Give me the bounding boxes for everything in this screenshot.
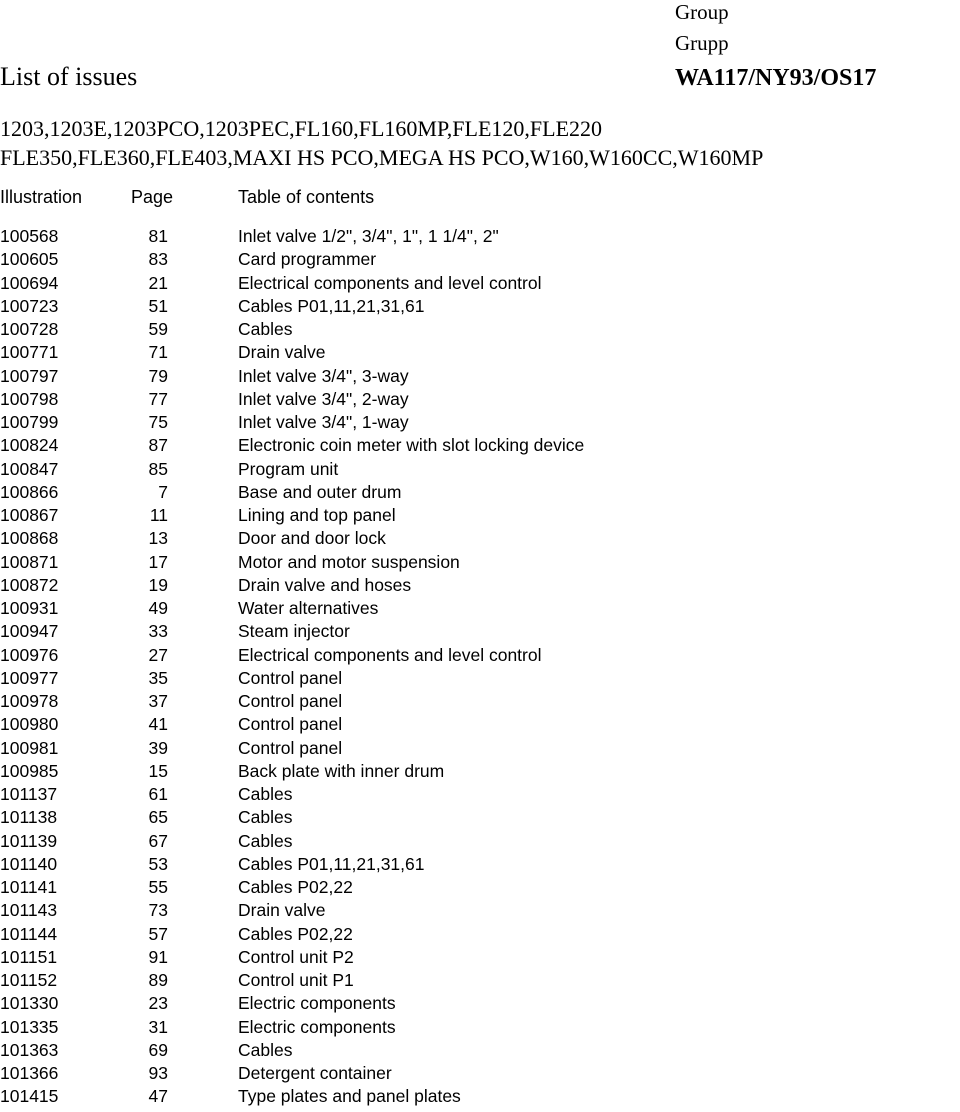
page-number: 53 (148, 853, 168, 874)
page-number: 79 (148, 365, 168, 386)
page-number: 93 (148, 1063, 168, 1083)
page-number: 77 (148, 388, 168, 409)
table-row (0, 272, 960, 295)
table-row (0, 597, 960, 620)
group-label: Group (675, 0, 729, 24)
contents-description: Inlet valve 1/2", 3/4", 1", 1 1/4", 2" (238, 226, 499, 246)
contents-description: Cables P01,11,21,31,61 (238, 295, 425, 316)
contents-description: Steam injector (238, 621, 350, 642)
table-row (0, 388, 960, 411)
table-row (0, 1062, 960, 1085)
illustration-number: 101139 (0, 830, 58, 851)
table-row (0, 969, 960, 992)
contents-description: Inlet valve 3/4", 3-way (238, 365, 409, 386)
contents-description: Back plate with inner drum (238, 760, 445, 781)
table-row (0, 225, 960, 248)
page-number: 17 (148, 551, 168, 572)
page-number: 19 (148, 574, 168, 595)
illustration-number: 101138 (0, 807, 58, 828)
contents-description: Electrical components and level control (238, 644, 542, 665)
contents-table (0, 225, 960, 1109)
illustration-number: 100931 (0, 598, 59, 618)
page-number: 65 (148, 807, 168, 828)
page-number: 71 (148, 342, 168, 363)
illustration-number: 101415 (0, 1086, 59, 1107)
contents-description: Cables (238, 807, 293, 828)
contents-description: Inlet valve 3/4", 1-way (238, 412, 409, 432)
table-row (0, 1039, 960, 1062)
illustration-number: 101141 (0, 877, 58, 897)
page-number: 89 (148, 970, 168, 990)
illustration-number: 100728 (0, 319, 59, 339)
contents-description: Control unit P1 (238, 970, 354, 990)
illustration-number: 100797 (0, 365, 59, 386)
table-row (0, 318, 960, 341)
page-number: 33 (148, 621, 168, 642)
contents-description: Detergent container (238, 1063, 392, 1083)
table-row (0, 760, 960, 783)
illustration-number: 101330 (0, 993, 59, 1014)
illustration-number: 100771 (0, 342, 59, 363)
illustration-number: 100867 (0, 505, 59, 525)
illustration-number: 101143 (0, 900, 58, 921)
illustration-number: 100868 (0, 528, 59, 549)
page-number: 23 (148, 993, 168, 1014)
page-number: 15 (148, 760, 168, 781)
illustration-number: 100847 (0, 458, 59, 479)
page-title: List of issues (0, 62, 138, 91)
table-row (0, 853, 960, 876)
page-number: 87 (148, 435, 168, 456)
page-number: 75 (148, 412, 168, 432)
model-list-line-1: 1203,1203E,1203PCO,1203PEC,FL160,FL160MP,FLE120,FLE220 (0, 116, 603, 141)
column-header-contents: Table of contents (238, 187, 375, 207)
contents-description: Water alternatives (238, 598, 379, 618)
page-number: 31 (148, 1016, 168, 1037)
page-number: 91 (148, 946, 168, 967)
page-number: 49 (148, 598, 168, 618)
contents-description: Base and outer drum (238, 481, 402, 502)
group-label-swedish: Grupp (675, 31, 729, 55)
table-row (0, 620, 960, 643)
page-number: 39 (148, 737, 168, 758)
illustration-number: 100824 (0, 435, 59, 456)
illustration-number: 100866 (0, 481, 59, 502)
table-row (0, 806, 960, 829)
contents-description: Electronic coin meter with slot locking device (238, 435, 585, 456)
illustration-number: 101151 (0, 946, 58, 967)
contents-description: Card programmer (238, 249, 377, 270)
column-header-illustration: Illustration (0, 187, 83, 207)
page-number: 11 (149, 505, 168, 525)
contents-description: Electrical components and level control (238, 272, 542, 293)
table-row (0, 341, 960, 364)
page-number: 21 (148, 272, 168, 293)
table-row (0, 434, 960, 457)
page-number: 59 (148, 319, 168, 339)
page-number: 47 (148, 1086, 168, 1107)
page-number: 35 (148, 667, 168, 688)
column-header-page: Page (131, 187, 174, 207)
illustration-number: 101363 (0, 1039, 59, 1060)
page-number: 57 (148, 923, 168, 944)
contents-description: Lining and top panel (238, 505, 396, 525)
page-number: 81 (148, 226, 168, 246)
contents-description: Cables P02,22 (238, 877, 353, 897)
table-row (0, 481, 960, 504)
page-number: 7 (158, 481, 168, 502)
table-row (0, 644, 960, 667)
table-row (0, 899, 960, 922)
page-number: 61 (148, 784, 168, 804)
table-row (0, 946, 960, 969)
page-number: 51 (148, 295, 168, 316)
illustration-number: 100980 (0, 714, 59, 735)
table-row (0, 458, 960, 481)
contents-description: Motor and motor suspension (238, 551, 460, 572)
table-row (0, 504, 960, 527)
table-row (0, 923, 960, 946)
illustration-number: 100977 (0, 667, 59, 688)
contents-description: Cables (238, 784, 293, 804)
contents-description: Drain valve and hoses (238, 574, 412, 595)
table-row (0, 690, 960, 713)
contents-description: Program unit (238, 458, 339, 479)
contents-description: Cables (238, 1039, 293, 1060)
table-row (0, 1085, 960, 1108)
illustration-number: 100694 (0, 272, 59, 293)
illustration-number: 100872 (0, 574, 59, 595)
illustration-number: 101335 (0, 1016, 59, 1037)
table-row (0, 1016, 960, 1039)
table-row (0, 667, 960, 690)
contents-description: Control panel (238, 737, 343, 758)
page-number: 27 (148, 644, 168, 665)
table-row (0, 527, 960, 550)
illustration-number: 100985 (0, 760, 59, 781)
illustration-number: 100981 (0, 737, 59, 758)
illustration-number: 100605 (0, 249, 59, 270)
contents-description: Cables P01,11,21,31,61 (238, 853, 425, 874)
illustration-number: 100798 (0, 388, 59, 409)
table-row (0, 830, 960, 853)
page-number: 69 (148, 1039, 168, 1060)
contents-description: Cables (238, 830, 293, 851)
contents-description: Type plates and panel plates (238, 1086, 461, 1107)
illustration-number: 101140 (0, 853, 58, 874)
contents-description: Drain valve (238, 900, 326, 921)
contents-description: Door and door lock (238, 528, 386, 549)
page-number: 73 (148, 900, 168, 921)
contents-description: Drain valve (238, 342, 326, 363)
illustration-number: 101152 (0, 970, 58, 990)
illustration-number: 100723 (0, 295, 59, 316)
contents-description: Control panel (238, 667, 343, 688)
contents-description: Control unit P2 (238, 946, 354, 967)
illustration-number: 101144 (0, 923, 58, 944)
illustration-number: 100568 (0, 226, 59, 246)
group-code: WA117/NY93/OS17 (675, 65, 877, 91)
illustration-number: 100871 (0, 551, 59, 572)
table-row (0, 713, 960, 736)
contents-description: Cables P02,22 (238, 923, 353, 944)
table-row (0, 551, 960, 574)
illustration-number: 100976 (0, 644, 59, 665)
table-row (0, 992, 960, 1015)
model-list-line-2: FLE350,FLE360,FLE403,MAXI HS PCO,MEGA HS PCO,W160,W160CC,W160MP (0, 145, 764, 170)
contents-description: Electric components (238, 993, 396, 1014)
table-row (0, 365, 960, 388)
page-number: 37 (148, 691, 168, 711)
page-number: 13 (148, 528, 168, 549)
contents-description: Electric components (238, 1016, 396, 1037)
table-row (0, 295, 960, 318)
page-number: 67 (148, 830, 168, 851)
page-number: 41 (148, 714, 168, 735)
contents-description: Cables (238, 319, 293, 339)
illustration-number: 100799 (0, 412, 59, 432)
contents-description: Inlet valve 3/4", 2-way (238, 388, 409, 409)
contents-description: Control panel (238, 691, 343, 711)
table-row (0, 248, 960, 271)
illustration-number: 101366 (0, 1063, 59, 1083)
page-number: 55 (148, 877, 168, 897)
page-number: 83 (148, 249, 168, 270)
illustration-number: 101137 (0, 784, 58, 804)
illustration-number: 100978 (0, 691, 59, 711)
table-row (0, 737, 960, 760)
table-row (0, 574, 960, 597)
table-row (0, 411, 960, 434)
page-number: 85 (148, 458, 168, 479)
illustration-number: 100947 (0, 621, 59, 642)
contents-description: Control panel (238, 714, 343, 735)
table-row (0, 876, 960, 899)
table-row (0, 783, 960, 806)
